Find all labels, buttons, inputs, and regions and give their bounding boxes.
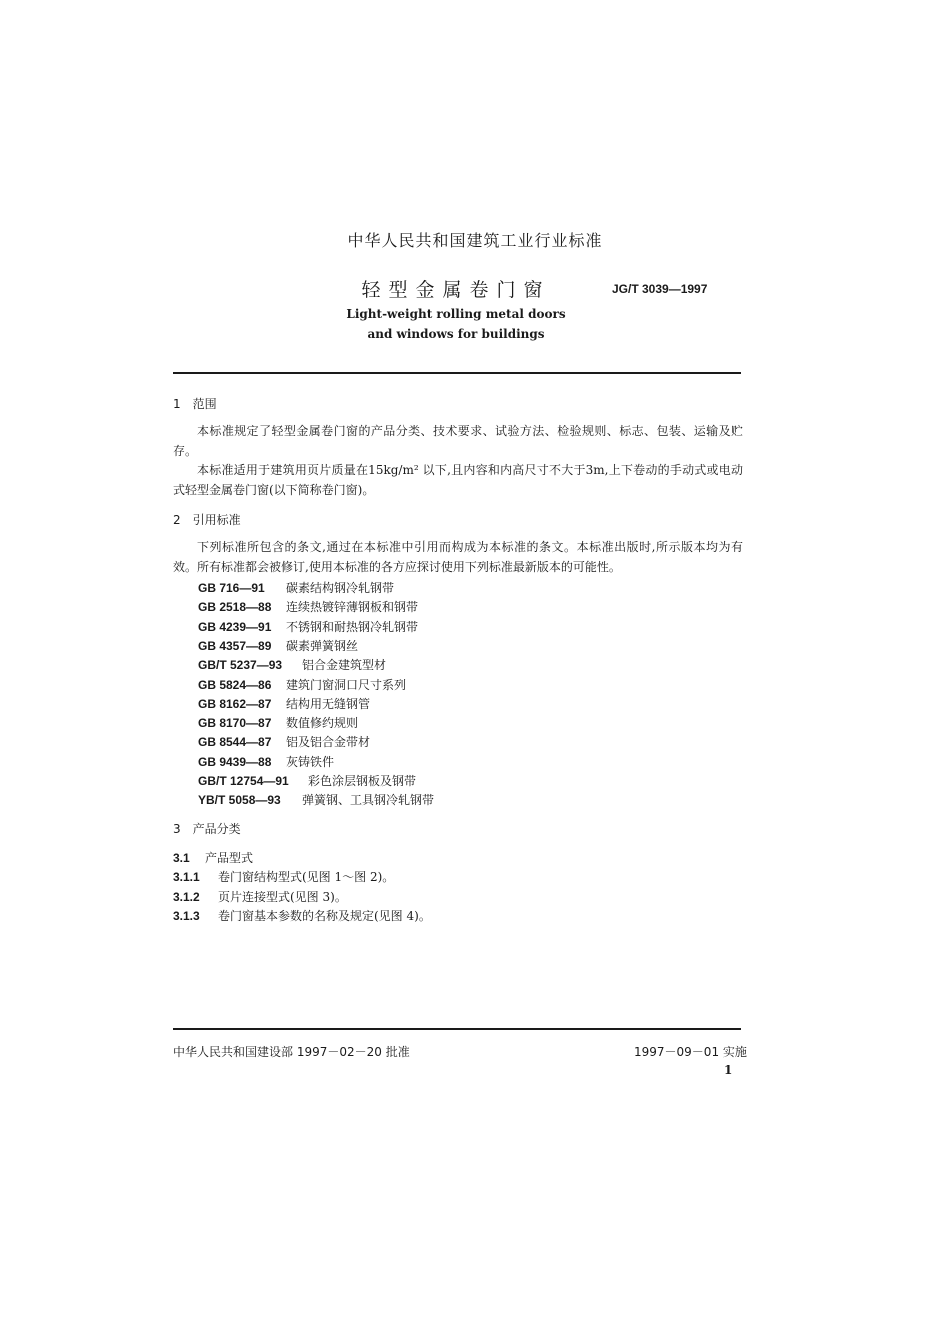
- clause-text: 卷门窗基本参数的名称及规定(见图 4)。: [218, 909, 431, 923]
- reference-code: GB 9439—88: [198, 754, 272, 769]
- reference-code: GB 716—91: [198, 581, 265, 595]
- section-2-intro: 下列标准所包含的条文,通过在本标准中引用而构成为本标准的条文。本标准出版时,所示版本均为有效。所有标准都会被修订,使用本标准的各方应探讨使用下列标准最新版本的可能性。: [173, 540, 743, 574]
- reference-item: [198, 714, 358, 731]
- section-1-heading: 1 范围: [173, 397, 217, 411]
- clause-item: [173, 868, 394, 885]
- reference-code: GB 8170—87: [198, 716, 272, 731]
- reference-item: [198, 637, 358, 654]
- reference-code: YB/T 5058—93: [198, 793, 281, 808]
- implementation-date: 1997－09－01 实施: [634, 1045, 747, 1059]
- clause-number: 3.1: [173, 851, 190, 865]
- reference-title: 灰铸铁件: [286, 754, 335, 769]
- page-number: 1: [724, 1063, 733, 1077]
- clause-item: [173, 849, 253, 866]
- reference-code: GB 5824—86: [198, 677, 272, 692]
- clause-text: 卷门窗结构型式(见图 1～图 2)。: [218, 870, 395, 884]
- approval-statement: 中华人民共和国建设部 1997－02－20 批准: [173, 1045, 410, 1059]
- reference-item: [198, 656, 386, 673]
- reference-title: 不锈钢和耐热钢冷轧钢带: [286, 619, 419, 634]
- reference-item: [198, 772, 416, 789]
- clause-item: [173, 888, 347, 905]
- reference-title: 弹簧钢、工具钢冷轧钢带: [302, 793, 435, 808]
- standard-number: JG/T 3039—1997: [612, 282, 708, 296]
- clause-number: 3.1.2: [173, 890, 200, 904]
- reference-item: [198, 618, 418, 635]
- reference-item: [198, 695, 370, 712]
- reference-title: 碳素结构钢冷轧钢带: [286, 581, 395, 595]
- clause-text: 页片连接型式(见图 3)。: [218, 890, 347, 904]
- footer-divider: [173, 1028, 741, 1030]
- reference-code: GB/T 5237—93: [198, 658, 283, 673]
- section-3-heading: 3 产品分类: [173, 822, 241, 836]
- reference-item: [198, 676, 406, 693]
- reference-item: [198, 753, 334, 770]
- reference-code: GB 4239—91: [198, 619, 272, 634]
- reference-title: 结构用无缝钢管: [286, 696, 371, 711]
- reference-title: 建筑门窗洞口尺寸系列: [286, 677, 407, 692]
- reference-code: GB 8162—87: [198, 696, 272, 711]
- section-2-heading: 2 引用标准: [173, 513, 241, 527]
- reference-item: [198, 579, 394, 596]
- reference-title: 铝及铝合金带材: [286, 735, 371, 750]
- section-1-paragraph-1: 本标准规定了轻型金属卷门窗的产品分类、技术要求、试验方法、检验规则、标志、包装、运输及贮存。: [173, 424, 743, 458]
- reference-title: 碳素弹簧钢丝: [286, 638, 359, 653]
- reference-item: [198, 598, 418, 615]
- clause-number: 3.1.3: [173, 909, 200, 923]
- reference-title: 彩色涂层钢板及钢带: [308, 774, 417, 788]
- reference-item: [198, 791, 434, 808]
- reference-code: GB/T 12754—91: [198, 774, 289, 788]
- header-divider: [173, 372, 741, 374]
- reference-code: GB 4357—89: [198, 638, 272, 653]
- english-title-line-1: Light-weight rolling metal doors: [346, 307, 566, 321]
- reference-code: GB 8544—87: [198, 735, 272, 750]
- clause-item: [173, 907, 431, 924]
- reference-item: [198, 733, 370, 750]
- reference-title: 数值修约规则: [286, 716, 359, 731]
- reference-title: 连续热镀锌薄钢板和钢带: [286, 600, 419, 615]
- section-1-paragraph-2: 本标准适用于建筑用页片质量在15kg/m² 以下,且内容和内高尺寸不大于3m,上下卷动的手动式或电动式轻型金属卷门窗(以下简称卷门窗)。: [173, 463, 743, 497]
- reference-code: GB 2518—88: [198, 600, 272, 615]
- issuing-authority-title: 中华人民共和国建筑工业行业标准: [347, 231, 603, 250]
- clause-text: 产品型式: [205, 851, 254, 865]
- english-title-line-2: and windows for buildings: [367, 327, 545, 341]
- reference-title: 铝合金建筑型材: [302, 658, 387, 673]
- clause-number: 3.1.1: [173, 870, 200, 884]
- document-title: 轻型金属卷门窗: [361, 279, 551, 301]
